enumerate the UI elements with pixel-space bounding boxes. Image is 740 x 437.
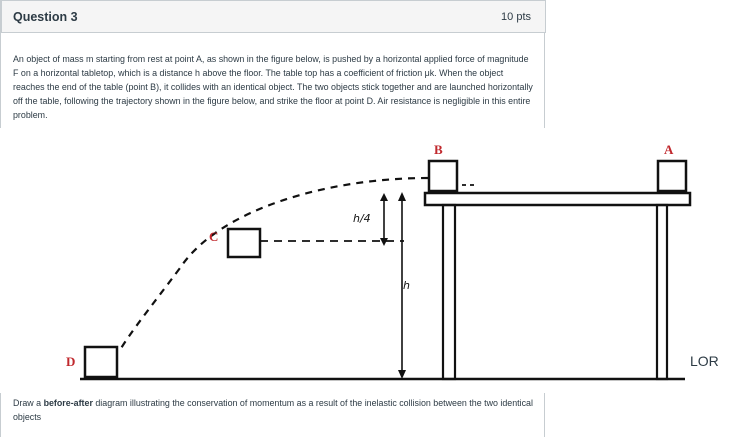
trajectory-path xyxy=(120,178,428,350)
box-a xyxy=(658,161,686,191)
h-arrow-head-top xyxy=(398,192,406,201)
physics-figure xyxy=(0,128,740,393)
question-title: Question 3 xyxy=(13,10,78,24)
instruction-post: diagram illustrating the conservation of momentum as a result of the inelastic collision between the two identical objects xyxy=(13,398,533,422)
question-prompt: An object of mass m starting from rest at point A, as shown in the figure below, is pushed by a horizontal applied force of magnitude F on a horizontal tabletop, which is a distance h above the floor. The table top has a coefficient of friction μk. When the object reaches the end of the table (point B), it collides with an identical object. The two objects stick together and are launched horizontally off the table, following the trajectory shown in the figure below, and strike the floor at point D. Air resistance is negligible in this entire problem. xyxy=(13,54,533,121)
label-c: C xyxy=(209,229,219,244)
box-c xyxy=(228,229,260,257)
question-instruction xyxy=(13,396,533,424)
question-points: 10 pts xyxy=(501,11,531,23)
instruction-bold: before-after xyxy=(43,398,93,408)
label-h4: h/4 xyxy=(353,212,371,225)
h4-arrow-head-top xyxy=(380,193,388,201)
table-leg-left xyxy=(443,205,455,379)
label-b: B xyxy=(434,142,443,157)
table-top xyxy=(425,193,690,205)
figure-svg xyxy=(0,128,740,393)
box-d xyxy=(85,347,117,377)
h-arrow-head-bottom xyxy=(398,370,406,379)
label-a: A xyxy=(664,142,674,157)
question-header xyxy=(1,0,546,33)
instruction-pre: Draw a xyxy=(13,398,44,408)
label-h: h xyxy=(403,279,410,292)
side-label: LOR xyxy=(690,353,719,369)
label-d: D xyxy=(66,354,76,369)
box-b xyxy=(429,161,457,191)
table-leg-right xyxy=(657,205,667,379)
h4-arrow-head-bottom xyxy=(380,238,388,246)
